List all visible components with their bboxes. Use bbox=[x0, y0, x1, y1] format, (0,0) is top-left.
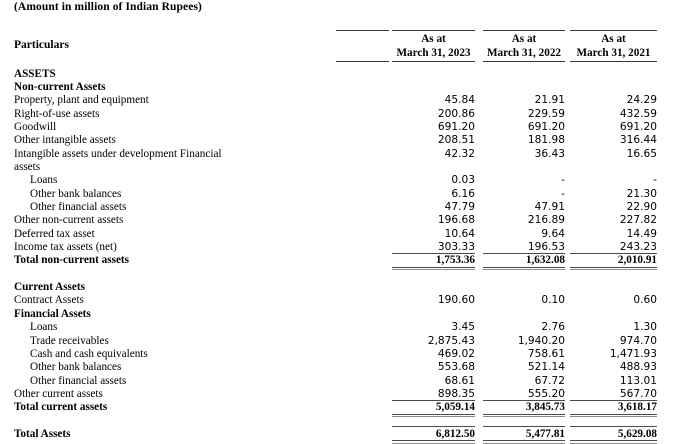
row-value: 9.64 bbox=[541, 227, 565, 240]
header-rule bbox=[483, 61, 565, 62]
row-value: 16.65 bbox=[626, 147, 657, 160]
row-value: 0.03 bbox=[451, 174, 475, 187]
row-label: Financial Assets bbox=[14, 307, 91, 320]
total-rule-above bbox=[570, 253, 657, 254]
row-value: 2,010.91 bbox=[617, 254, 657, 267]
header-rule bbox=[336, 30, 389, 31]
total-rule-above bbox=[392, 426, 475, 427]
header-rule bbox=[392, 61, 475, 62]
header-rule bbox=[336, 61, 389, 62]
row-value: 45.84 bbox=[444, 94, 475, 107]
table-row bbox=[0, 161, 689, 174]
row-value: 553.68 bbox=[437, 361, 475, 374]
row-label: Other intangible assets bbox=[14, 134, 116, 147]
table-row bbox=[0, 401, 689, 414]
row-value: 691.20 bbox=[527, 120, 565, 133]
row-value: 974.70 bbox=[619, 334, 657, 347]
row-label: Other non-current assets bbox=[14, 214, 124, 227]
column-header-line2: March 31, 2022 bbox=[486, 46, 562, 59]
row-value: 200.86 bbox=[437, 107, 475, 120]
row-label: Deferred tax asset bbox=[14, 227, 95, 240]
row-value: 10.64 bbox=[444, 227, 475, 240]
column-header-line1: As at bbox=[421, 33, 446, 45]
row-label: Property, plant and equipment bbox=[14, 94, 149, 107]
total-rule-below bbox=[483, 440, 565, 441]
row-value: 567.70 bbox=[619, 387, 657, 400]
row-value: 36.43 bbox=[534, 147, 565, 160]
header-rule bbox=[570, 61, 657, 62]
row-value: 1,471.93 bbox=[609, 347, 657, 360]
table-row bbox=[0, 94, 689, 107]
row-value: 21.91 bbox=[534, 94, 565, 107]
row-value: 432.59 bbox=[619, 107, 657, 120]
table-row bbox=[0, 174, 689, 187]
column-header-3 bbox=[566, 33, 661, 60]
total-rule-above bbox=[483, 400, 565, 401]
row-label: ASSETS bbox=[14, 67, 56, 80]
table-row bbox=[0, 68, 689, 81]
table-row bbox=[0, 121, 689, 134]
row-value: 196.53 bbox=[527, 241, 565, 254]
table-row bbox=[0, 281, 689, 294]
row-value: 1,940.20 bbox=[517, 334, 565, 347]
row-value: 316.44 bbox=[619, 134, 657, 147]
table-row bbox=[0, 201, 689, 214]
column-header-1 bbox=[388, 33, 479, 60]
total-rule-above bbox=[570, 400, 657, 401]
row-value: 21.30 bbox=[626, 187, 657, 200]
row-value: 24.29 bbox=[626, 94, 657, 107]
row-label: Intangible assets under development Financial bbox=[14, 147, 222, 160]
table-row bbox=[0, 335, 689, 348]
row-value: 47.79 bbox=[444, 201, 475, 213]
row-value: 0.10 bbox=[541, 294, 565, 307]
table-row bbox=[0, 348, 689, 361]
total-rule-below bbox=[570, 440, 657, 441]
table-row bbox=[0, 148, 689, 161]
row-value: 469.02 bbox=[437, 347, 475, 360]
column-header-line2: March 31, 2021 bbox=[576, 46, 651, 59]
row-label: Loans bbox=[30, 174, 58, 187]
row-label: Income tax assets (net) bbox=[14, 241, 117, 254]
row-value: 47.91 bbox=[534, 201, 565, 213]
table-row bbox=[0, 321, 689, 334]
row-value: 113.01 bbox=[619, 374, 657, 387]
row-value: 303.33 bbox=[437, 241, 475, 254]
table-row bbox=[0, 214, 689, 227]
row-value: 5,477.81 bbox=[525, 427, 565, 440]
table-row bbox=[0, 428, 689, 441]
row-value: 243.23 bbox=[619, 241, 657, 254]
row-value: 68.61 bbox=[444, 374, 475, 387]
row-value: 5,059.14 bbox=[435, 401, 475, 414]
row-label: Other financial assets bbox=[30, 374, 127, 387]
header-rule bbox=[392, 30, 475, 31]
table-row bbox=[0, 268, 689, 281]
column-header-2 bbox=[479, 33, 569, 60]
column-header-line2: March 31, 2023 bbox=[396, 46, 471, 59]
total-rule-below bbox=[392, 440, 475, 441]
header-rule bbox=[570, 30, 657, 31]
table-row bbox=[0, 81, 689, 94]
row-label: Other current assets bbox=[14, 387, 103, 400]
row-value: 488.93 bbox=[619, 361, 657, 374]
row-label: Total non-current assets bbox=[14, 254, 129, 267]
row-label: Cash and cash equivalents bbox=[30, 347, 148, 360]
row-value: - bbox=[561, 174, 565, 187]
row-label: Other bank balances bbox=[30, 361, 122, 374]
table-row bbox=[0, 294, 689, 307]
row-label: Non-current Assets bbox=[14, 80, 106, 93]
amount-units-note: (Amount in million of Indian Rupees) bbox=[14, 1, 202, 13]
total-rule-above bbox=[483, 426, 565, 427]
row-label: Goodwill bbox=[14, 120, 57, 133]
row-value: 1,753.36 bbox=[435, 254, 475, 267]
column-header-line1: As at bbox=[511, 33, 537, 45]
row-value: 5,629.08 bbox=[617, 427, 657, 440]
row-value: 2.76 bbox=[541, 321, 565, 334]
row-value: 190.60 bbox=[437, 294, 475, 307]
row-value: 691.20 bbox=[437, 120, 475, 133]
row-value: 22.90 bbox=[626, 201, 657, 213]
row-value: 14.49 bbox=[626, 227, 657, 240]
row-label: Total Assets bbox=[14, 427, 71, 440]
row-value: 555.20 bbox=[527, 387, 565, 400]
row-value: - bbox=[561, 187, 565, 200]
table-row bbox=[0, 375, 689, 388]
row-value: 898.35 bbox=[437, 387, 475, 400]
row-value: 229.59 bbox=[527, 107, 565, 120]
total-rule-above bbox=[483, 253, 565, 254]
column-header-line1: As at bbox=[601, 33, 626, 45]
table-row bbox=[0, 108, 689, 121]
row-label: assets bbox=[14, 160, 41, 173]
row-value: 758.61 bbox=[527, 347, 565, 360]
row-value: 1.30 bbox=[633, 321, 657, 334]
row-value: 216.89 bbox=[527, 214, 565, 227]
row-value: 3,845.73 bbox=[525, 401, 565, 414]
table-row bbox=[0, 254, 689, 267]
row-value: 227.82 bbox=[619, 214, 657, 227]
row-value: 67.72 bbox=[534, 374, 565, 387]
row-value: 1,632.08 bbox=[525, 254, 565, 267]
row-label: Loans bbox=[30, 321, 58, 334]
row-value: 2,875.43 bbox=[427, 334, 475, 347]
header-rule bbox=[483, 30, 565, 31]
row-value: - bbox=[653, 174, 657, 187]
table-row bbox=[0, 188, 689, 201]
row-label: Total current assets bbox=[14, 401, 108, 414]
row-value: 208.51 bbox=[437, 134, 475, 147]
row-value: 521.14 bbox=[527, 361, 565, 374]
total-rule-above bbox=[392, 400, 475, 401]
row-value: 181.98 bbox=[527, 134, 565, 147]
row-label: Other financial assets bbox=[30, 201, 127, 213]
table-row bbox=[0, 308, 689, 321]
total-rule-above bbox=[392, 253, 475, 254]
row-value: 3.45 bbox=[451, 321, 475, 334]
row-value: 42.32 bbox=[444, 147, 475, 160]
row-value: 0.60 bbox=[633, 294, 657, 307]
row-value: 196.68 bbox=[437, 214, 475, 227]
row-label: Other bank balances bbox=[30, 187, 122, 200]
table-row bbox=[0, 134, 689, 147]
total-rule-above bbox=[570, 426, 657, 427]
row-value: 3,618.17 bbox=[617, 401, 657, 414]
table-row bbox=[0, 228, 689, 241]
row-value: 691.20 bbox=[619, 120, 657, 133]
row-value: 6,812.50 bbox=[435, 427, 475, 440]
table-row bbox=[0, 361, 689, 374]
particulars-header: Particulars bbox=[14, 39, 69, 51]
row-label: Right-of-use assets bbox=[14, 107, 100, 120]
row-label: Contract Assets bbox=[14, 294, 84, 307]
row-value: 6.16 bbox=[451, 187, 475, 200]
row-label: Current Assets bbox=[14, 281, 85, 294]
row-label: Trade receivables bbox=[30, 334, 109, 347]
